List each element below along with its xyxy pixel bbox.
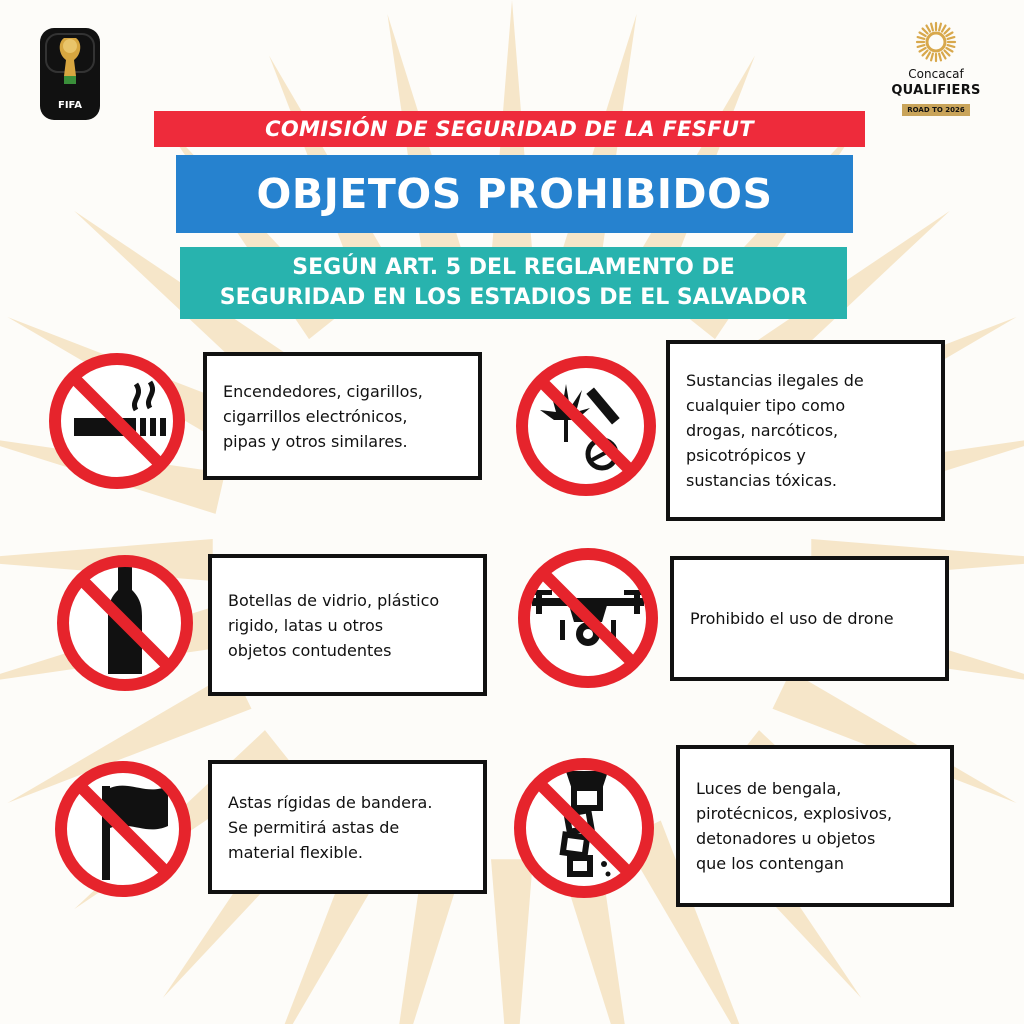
item-2-line-5: sustancias tóxicas. xyxy=(686,471,838,490)
no-drugs-icon xyxy=(510,350,662,502)
sun-ray xyxy=(923,50,928,55)
concacaf-sun-icon xyxy=(880,20,992,66)
item-5-line-2: Se permitirá astas de xyxy=(228,817,400,837)
item-5-text-box xyxy=(208,760,487,894)
sun-ray xyxy=(923,29,928,34)
sun-ray xyxy=(927,26,931,32)
sun-ray xyxy=(948,37,955,39)
sun-ray xyxy=(918,45,925,47)
item-2-line-4: psicotrópicos y xyxy=(686,446,806,465)
item-3-line-3: objetos contudentes xyxy=(228,640,392,660)
item-3-line-2: rigido, latas u otros xyxy=(228,615,384,635)
fifa-26-logo xyxy=(40,28,100,120)
sun-ray xyxy=(920,48,926,52)
sun-ray xyxy=(944,29,949,34)
sun-ray xyxy=(944,50,949,55)
item-1-line-1: Encendedores, cigarillos, xyxy=(223,381,423,401)
item-6-line-4: que los contengan xyxy=(696,854,844,873)
sun-ray xyxy=(931,24,933,31)
item-6-line-2: pirotécnicos, explosivos, xyxy=(696,804,893,823)
sun-ray xyxy=(946,48,952,52)
no-drone-icon xyxy=(512,542,664,694)
page-title: OBJETOS PROHIBIDOS xyxy=(256,170,773,218)
subtitle-line-1: SEGÚN ART. 5 DEL REGLAMENTO DE xyxy=(292,255,735,280)
sun-ray xyxy=(931,54,933,61)
item-1-text-box xyxy=(203,352,482,480)
item-4-line-1: Prohibido el uso de drone xyxy=(690,609,894,628)
concacaf-qualifiers-logo xyxy=(880,20,992,124)
item-2-line-3: drogas, narcóticos, xyxy=(686,421,839,440)
road-to-2026-label: ROAD TO 2026 xyxy=(902,104,970,116)
item-4-text-box xyxy=(670,556,949,681)
item-2-line-2: cualquier tipo como xyxy=(686,396,846,415)
sun-ray xyxy=(939,54,941,61)
title-banner xyxy=(176,155,853,233)
no-bottles-icon xyxy=(52,550,198,696)
item-3-text-box xyxy=(208,554,487,696)
item-6-line-3: detonadores u objetos xyxy=(696,829,876,848)
sun-ray xyxy=(948,45,955,47)
item-6-line-1: Luces de bengala, xyxy=(696,779,842,798)
sun-ray xyxy=(927,52,931,58)
no-smoking-icon xyxy=(44,348,190,494)
sun-ray xyxy=(939,24,941,31)
commission-text: COMISIÓN DE SEGURIDAD DE LA FESFUT xyxy=(265,117,754,141)
qualifiers-label: QUALIFIERS xyxy=(891,83,981,98)
item-2-text-box xyxy=(666,340,945,521)
subtitle-banner xyxy=(180,247,847,319)
no-flag-pole-icon xyxy=(50,756,196,902)
sun-ray xyxy=(942,52,946,58)
fifa-label: FIFA xyxy=(58,100,82,111)
concacaf-name: Concacaf xyxy=(908,67,964,81)
item-6-text-box xyxy=(676,745,954,907)
item-1-line-3: pipas y otros similares. xyxy=(223,431,408,451)
commission-banner xyxy=(154,111,865,147)
item-5-line-3: material flexible. xyxy=(228,842,363,862)
subtitle-line-2: SEGURIDAD EN LOS ESTADIOS DE EL SALVADOR xyxy=(219,285,808,310)
item-1-line-2: cigarrillos electrónicos, xyxy=(223,406,408,426)
sun-ray xyxy=(918,37,925,39)
item-3-line-1: Botellas de vidrio, plástico xyxy=(228,590,440,610)
sun-ray xyxy=(942,26,946,32)
sun-ray xyxy=(946,33,952,37)
sun-ray xyxy=(920,33,926,37)
item-5-line-1: Astas rígidas de bandera. xyxy=(228,792,433,812)
item-2-line-1: Sustancias ilegales de xyxy=(686,371,864,390)
no-fireworks-icon xyxy=(508,752,660,904)
